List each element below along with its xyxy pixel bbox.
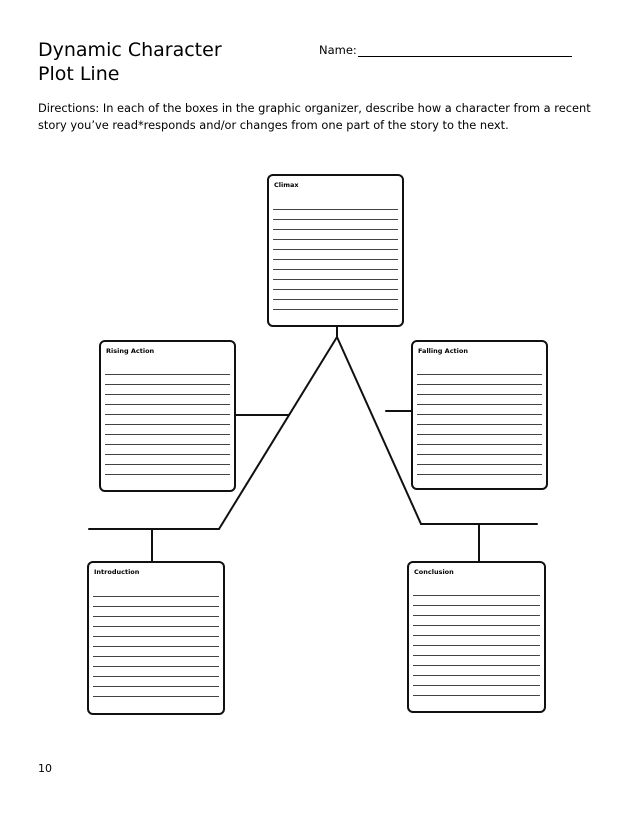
introduction-label: Introduction xyxy=(94,568,140,576)
page-number: 10 xyxy=(38,762,52,775)
writing-line xyxy=(413,685,540,686)
writing-line xyxy=(273,239,398,240)
writing-line xyxy=(105,374,230,375)
writing-line xyxy=(105,394,230,395)
rising-action-label: Rising Action xyxy=(106,347,155,355)
writing-line xyxy=(417,394,542,395)
writing-line xyxy=(93,596,219,597)
writing-line xyxy=(93,676,219,677)
writing-line xyxy=(273,289,398,290)
writing-line xyxy=(105,434,230,435)
writing-line xyxy=(273,269,398,270)
falling-action-box xyxy=(411,340,548,490)
writing-line xyxy=(413,635,540,636)
writing-line xyxy=(93,686,219,687)
rising-action-box xyxy=(99,340,236,492)
writing-line xyxy=(413,605,540,606)
writing-line xyxy=(417,374,542,375)
writing-line xyxy=(413,615,540,616)
writing-line xyxy=(273,229,398,230)
conclusion-box xyxy=(407,561,546,713)
writing-line xyxy=(93,656,219,657)
writing-line xyxy=(105,404,230,405)
writing-line xyxy=(93,636,219,637)
writing-line xyxy=(105,414,230,415)
falling-action-label: Falling Action xyxy=(418,347,468,355)
writing-line xyxy=(273,209,398,210)
writing-line xyxy=(417,404,542,405)
writing-line xyxy=(273,249,398,250)
writing-line xyxy=(105,384,230,385)
writing-line xyxy=(93,626,219,627)
writing-line xyxy=(273,259,398,260)
introduction-box xyxy=(87,561,225,715)
writing-line xyxy=(93,606,219,607)
writing-line xyxy=(273,299,398,300)
falling-line xyxy=(337,337,421,524)
writing-line xyxy=(417,444,542,445)
writing-line xyxy=(93,666,219,667)
climax-label: Climax xyxy=(274,181,299,189)
writing-line xyxy=(417,414,542,415)
writing-line xyxy=(93,646,219,647)
writing-line xyxy=(93,696,219,697)
writing-line xyxy=(413,595,540,596)
worksheet-title-line-1: Dynamic Character xyxy=(38,39,222,61)
writing-line xyxy=(413,655,540,656)
writing-line xyxy=(413,695,540,696)
writing-line xyxy=(417,424,542,425)
climax-box xyxy=(267,174,404,327)
writing-line xyxy=(105,454,230,455)
writing-line xyxy=(417,474,542,475)
writing-line xyxy=(105,474,230,475)
directions-text: Directions: In each of the boxes in the graphic organizer, describe how a character from a recent story you’ve read*responds and/or changes from one part of the story to the next. xyxy=(38,101,591,132)
writing-line xyxy=(417,454,542,455)
writing-line xyxy=(413,625,540,626)
writing-line xyxy=(273,279,398,280)
conclusion-label: Conclusion xyxy=(414,568,454,576)
writing-line xyxy=(105,424,230,425)
writing-line xyxy=(273,309,398,310)
writing-line xyxy=(413,675,540,676)
writing-line xyxy=(417,384,542,385)
worksheet-title-line-2: Plot Line xyxy=(38,63,120,85)
writing-line xyxy=(417,464,542,465)
writing-line xyxy=(93,616,219,617)
writing-line xyxy=(273,219,398,220)
writing-line xyxy=(413,665,540,666)
writing-line xyxy=(413,645,540,646)
rising-line xyxy=(219,337,337,529)
writing-line xyxy=(105,464,230,465)
name-label: Name: xyxy=(319,43,357,57)
writing-line xyxy=(105,444,230,445)
writing-line xyxy=(417,434,542,435)
